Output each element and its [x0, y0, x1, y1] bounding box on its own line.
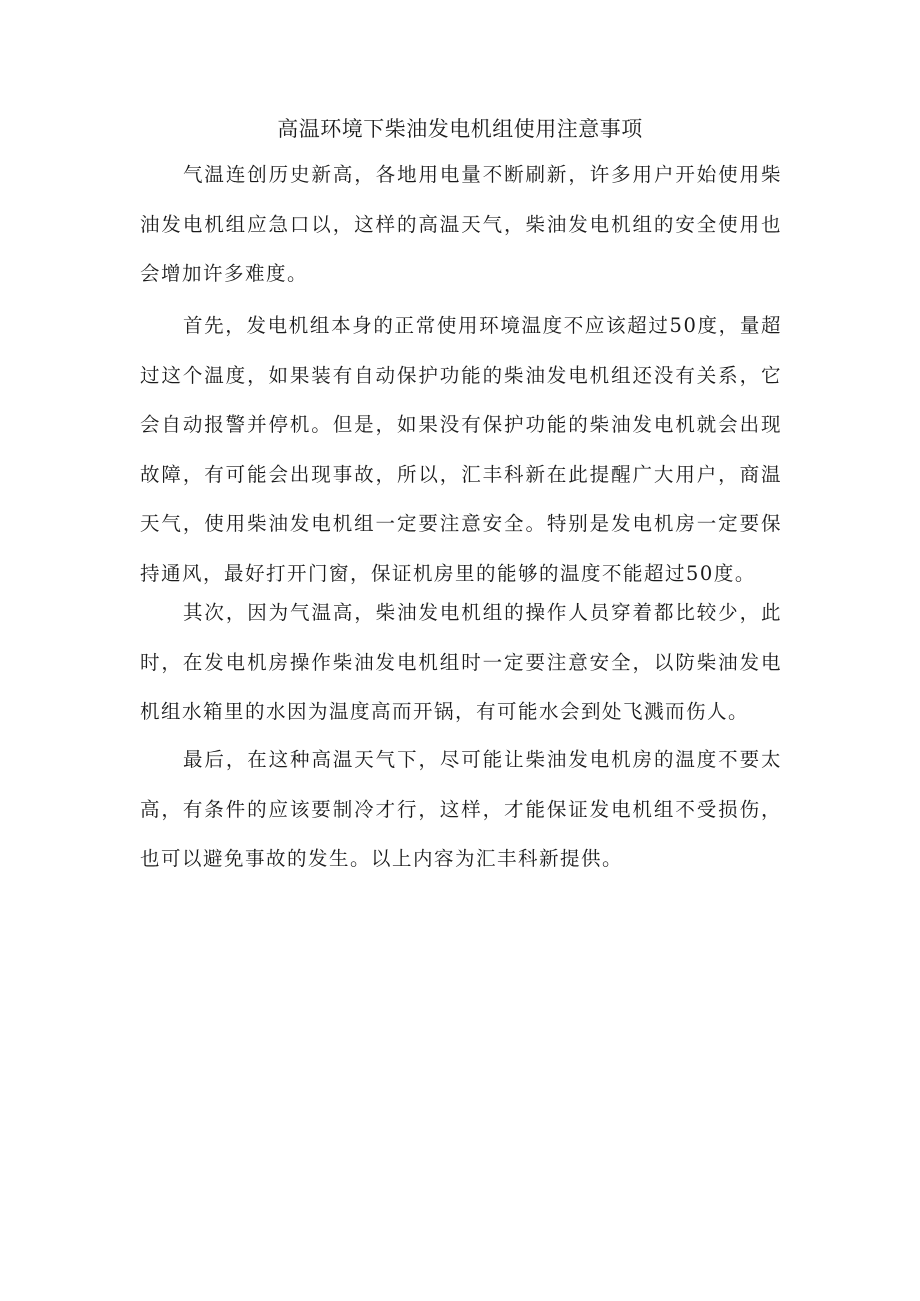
paragraph-intro: 气温连创历史新高，各地用电量不断刷新，许多用户开始使用柴油发电机组应急口以，这样的高温天气，柴油发电机组的安全使用也会增加许多难度。 [140, 163, 782, 285]
document-title: 高温环境下柴油发电机组使用注意事项 [277, 117, 643, 141]
paragraph-second: 其次，因为气温高，柴油发电机组的操作人员穿着都比较少，此时，在发电机房操作柴油发电机组时一定要注意安全，以防柴油发电机组水箱里的水因为温度高而开锅，有可能水会到处飞溅而伤人。 [140, 601, 782, 723]
paragraph-first: 首先，发电机组本身的正常使用环境温度不应该超过50度，量超过这个温度，如果装有自动保护功能的柴油发电机组还没有关系，它会自动报警并停机。但是，如果没有保护功能的柴油发电机就会出现故障，有可能会出现事故，所以，汇丰科新在此提醒广大用户，商温天气，使用柴油发电机组一定要注意安全。特别是发电机房一定要保持通风，最好打开门窗，保证机房里的能够的温度不能超过50度。 [140, 314, 782, 585]
paragraph-last: 最后，在这种高温天气下，尽可能让柴油发电机房的温度不要太高，有条件的应该要制冷才行，这样，才能保证发电机组不受损伤，也可以避免事故的发生。以上内容为汇丰科新提供。 [140, 748, 782, 870]
